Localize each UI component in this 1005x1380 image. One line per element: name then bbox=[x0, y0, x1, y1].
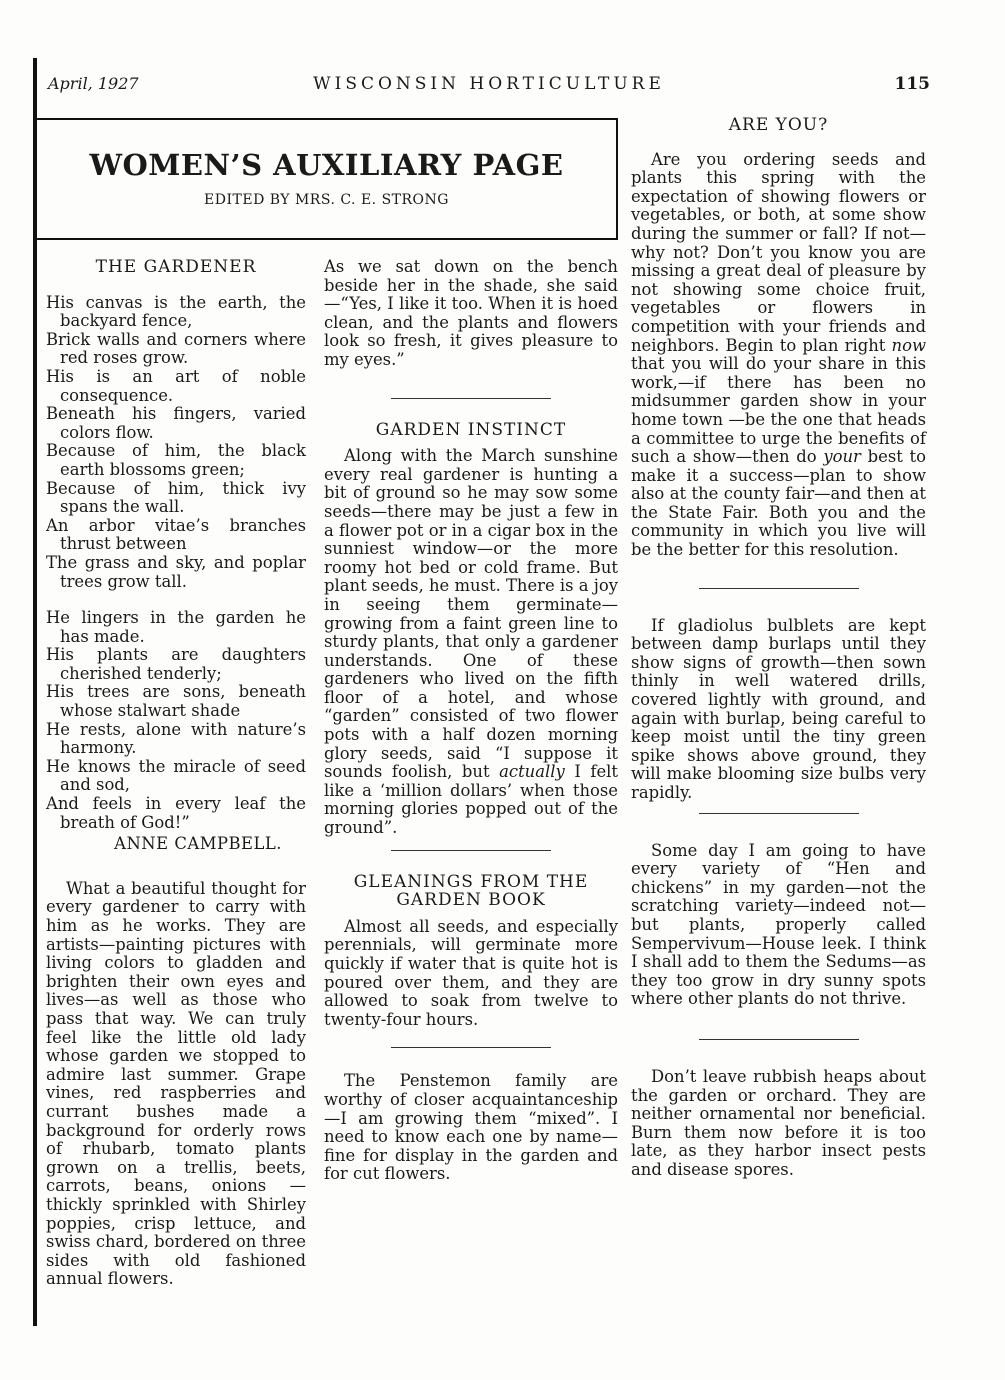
poem-stanza-2 bbox=[46, 609, 306, 832]
gleanings-heading: GLEANINGS FROM THE GARDEN BOOK bbox=[353, 871, 589, 911]
poem-line: Because of him, thick ivy spans the wall. bbox=[46, 478, 306, 517]
section-divider bbox=[391, 398, 551, 399]
section-divider bbox=[391, 1047, 551, 1048]
issue-date: April, 1927 bbox=[48, 74, 139, 93]
section-divider bbox=[699, 813, 859, 814]
section-divider bbox=[391, 850, 551, 851]
hen-chickens-paragraph: Some day I am going to have every variety of “Hen and chickens” in my garden—not the scratching variety—indeed not—but plants, properly called Sempervivum—House leek. I think I shall add to them the Sedums—as they too grow in dry sunny spots where other plants do not thrive. bbox=[631, 840, 926, 1009]
poem-line: He rests, alone with nature’s harmony. bbox=[46, 719, 306, 758]
poem-line: He knows the miracle of seed and sod, bbox=[46, 756, 306, 795]
binding-edge bbox=[33, 58, 37, 1326]
poem-line: He lingers in the garden he has made. bbox=[46, 608, 306, 646]
poem-line: An arbor vitae’s branches thrust between bbox=[46, 515, 306, 554]
penstemon-paragraph: The Penstemon family are worthy of closer acquaintanceship—I am growing them “mixed”. I need to know each one by name—fine for display in the garden and for cut flowers. bbox=[324, 1071, 618, 1184]
journal-title: WISCONSIN HORTICULTURE bbox=[313, 74, 665, 94]
page-number: 115 bbox=[894, 74, 930, 94]
poem-line: His plants are daughters cherished tenderly; bbox=[46, 645, 306, 683]
emphasis: your bbox=[823, 447, 861, 467]
poem-line: Brick walls and corners where red roses grow. bbox=[46, 329, 306, 368]
masthead-box bbox=[37, 118, 618, 240]
bench-quote-paragraph: As we sat down on the bench beside her in the shade, she said—“Yes, I like it too. When it is hoed clean, and the plants and flowers look so fresh, it gives pleasure to my eyes.” bbox=[324, 257, 618, 369]
poem-line: His trees are sons, beneath whose stalwart shade bbox=[46, 682, 306, 721]
poem-line: Because of him, the black earth blossoms green; bbox=[46, 441, 306, 479]
gladiolus-paragraph: If gladiolus bulblets are kept between damp burlaps until they show signs of growth—then sown thinly in well watered drills, covered lightly with ground, and again with burlap, being careful to keep moist until the tiny green spike shows above ground, they will make blooming size bulbs very rapidly. bbox=[631, 615, 926, 802]
are-you-paragraph: Are you ordering seeds and plants this spring with the expectation of showing flowers or vegetables, or both, at some show during the summer or fall? If not—why not? Don’t you know you are missing a great deal of pleasure by not showing some choice fruit, vegetables or flowers in competition with your friends and neighbors. Begin to plan right now that you will do your share in this work,—if there has been no midsummer garden show in your home town —be the one that heads a committee to urge the benefits of such a show—then do your best to make it a success—plan to show also at the county fair—and then at the State Fair. Both you and the community in which you live will be the better for this resolution. bbox=[631, 149, 926, 560]
poem-title: THE GARDENER bbox=[95, 257, 257, 277]
rubbish-paragraph: Don’t leave rubbish heaps about the garden or orchard. They are neither ornamental nor beneficial. Burn them now before it is too late, as they harbor insect pests and disease spores. bbox=[631, 1066, 926, 1179]
emphasis: now bbox=[891, 335, 926, 355]
column-right bbox=[631, 116, 926, 1180]
emphasis: actually bbox=[499, 762, 565, 782]
poem-line: And feels in every leaf the breath of God!” bbox=[46, 794, 306, 832]
garden-instinct-heading: GARDEN INSTINCT bbox=[375, 419, 567, 440]
poem-author: ANNE CAMPBELL. bbox=[114, 834, 282, 854]
garden-instinct-paragraph: Along with the March sunshine every real gardener is hunting a bit of ground so he may sow some seeds—there may be just a few in a flower pot or in a cigar box in the sunniest window—or the more roomy hot bed or cold frame. But plant seeds, he must. There is a joy in seeing them germinate—growing from a faint green line to sturdy plants, that only a gardener understands. One of these gardeners who lived on the fifth floor of a hotel, and whose “garden” consisted of two flower pots with a half dozen morning glory seeds, said “I suppose it sounds foolish, but actually I felt like a ‘million dollars’ when those morning glories popped out of the ground”. bbox=[324, 446, 619, 838]
section-divider bbox=[699, 588, 859, 589]
poem-line: The grass and sky, and poplar trees grow tall. bbox=[46, 552, 306, 591]
poem-line: His is an art of noble consequence. bbox=[46, 366, 306, 405]
poem-stanza-1 bbox=[46, 294, 306, 592]
section-divider bbox=[699, 1039, 859, 1040]
page-title: WOMEN’S AUXILIARY PAGE bbox=[89, 148, 564, 182]
editor-credit: EDITED BY MRS. C. E. STRONG bbox=[204, 192, 449, 208]
reflection-paragraph: What a beautiful thought for every gardener to carry with him as he works. They are artists—painting pictures with living colors to gladden and brighten their own eyes and lives—as well as those who pass that way. We can truly feel like the little old lady whose garden we stopped to admire last summer. Grape vines, red raspberries and currant bushes made a background for orderly rows of rhubarb, tomato plants grown on a trellis, beets, carrots, beans, onions — thickly sprinkled with Shirley poppies, crisp lettuce, and swiss chard, bordered on three sides with old fashioned annual flowers. bbox=[46, 878, 306, 1289]
column-middle bbox=[324, 258, 618, 1184]
poem-line: His canvas is the earth, the backyard fence, bbox=[46, 292, 306, 331]
are-you-heading: ARE YOU? bbox=[728, 115, 829, 135]
column-left bbox=[46, 258, 306, 1289]
gleanings-paragraph: Almost all seeds, and especially perennials, will germinate more quickly if water that is quite hot is poured over them, and they are allowed to soak from twelve to twenty-four hours. bbox=[324, 916, 618, 1029]
poem-line: Beneath his fingers, varied colors flow. bbox=[46, 404, 306, 442]
running-head bbox=[48, 74, 930, 96]
